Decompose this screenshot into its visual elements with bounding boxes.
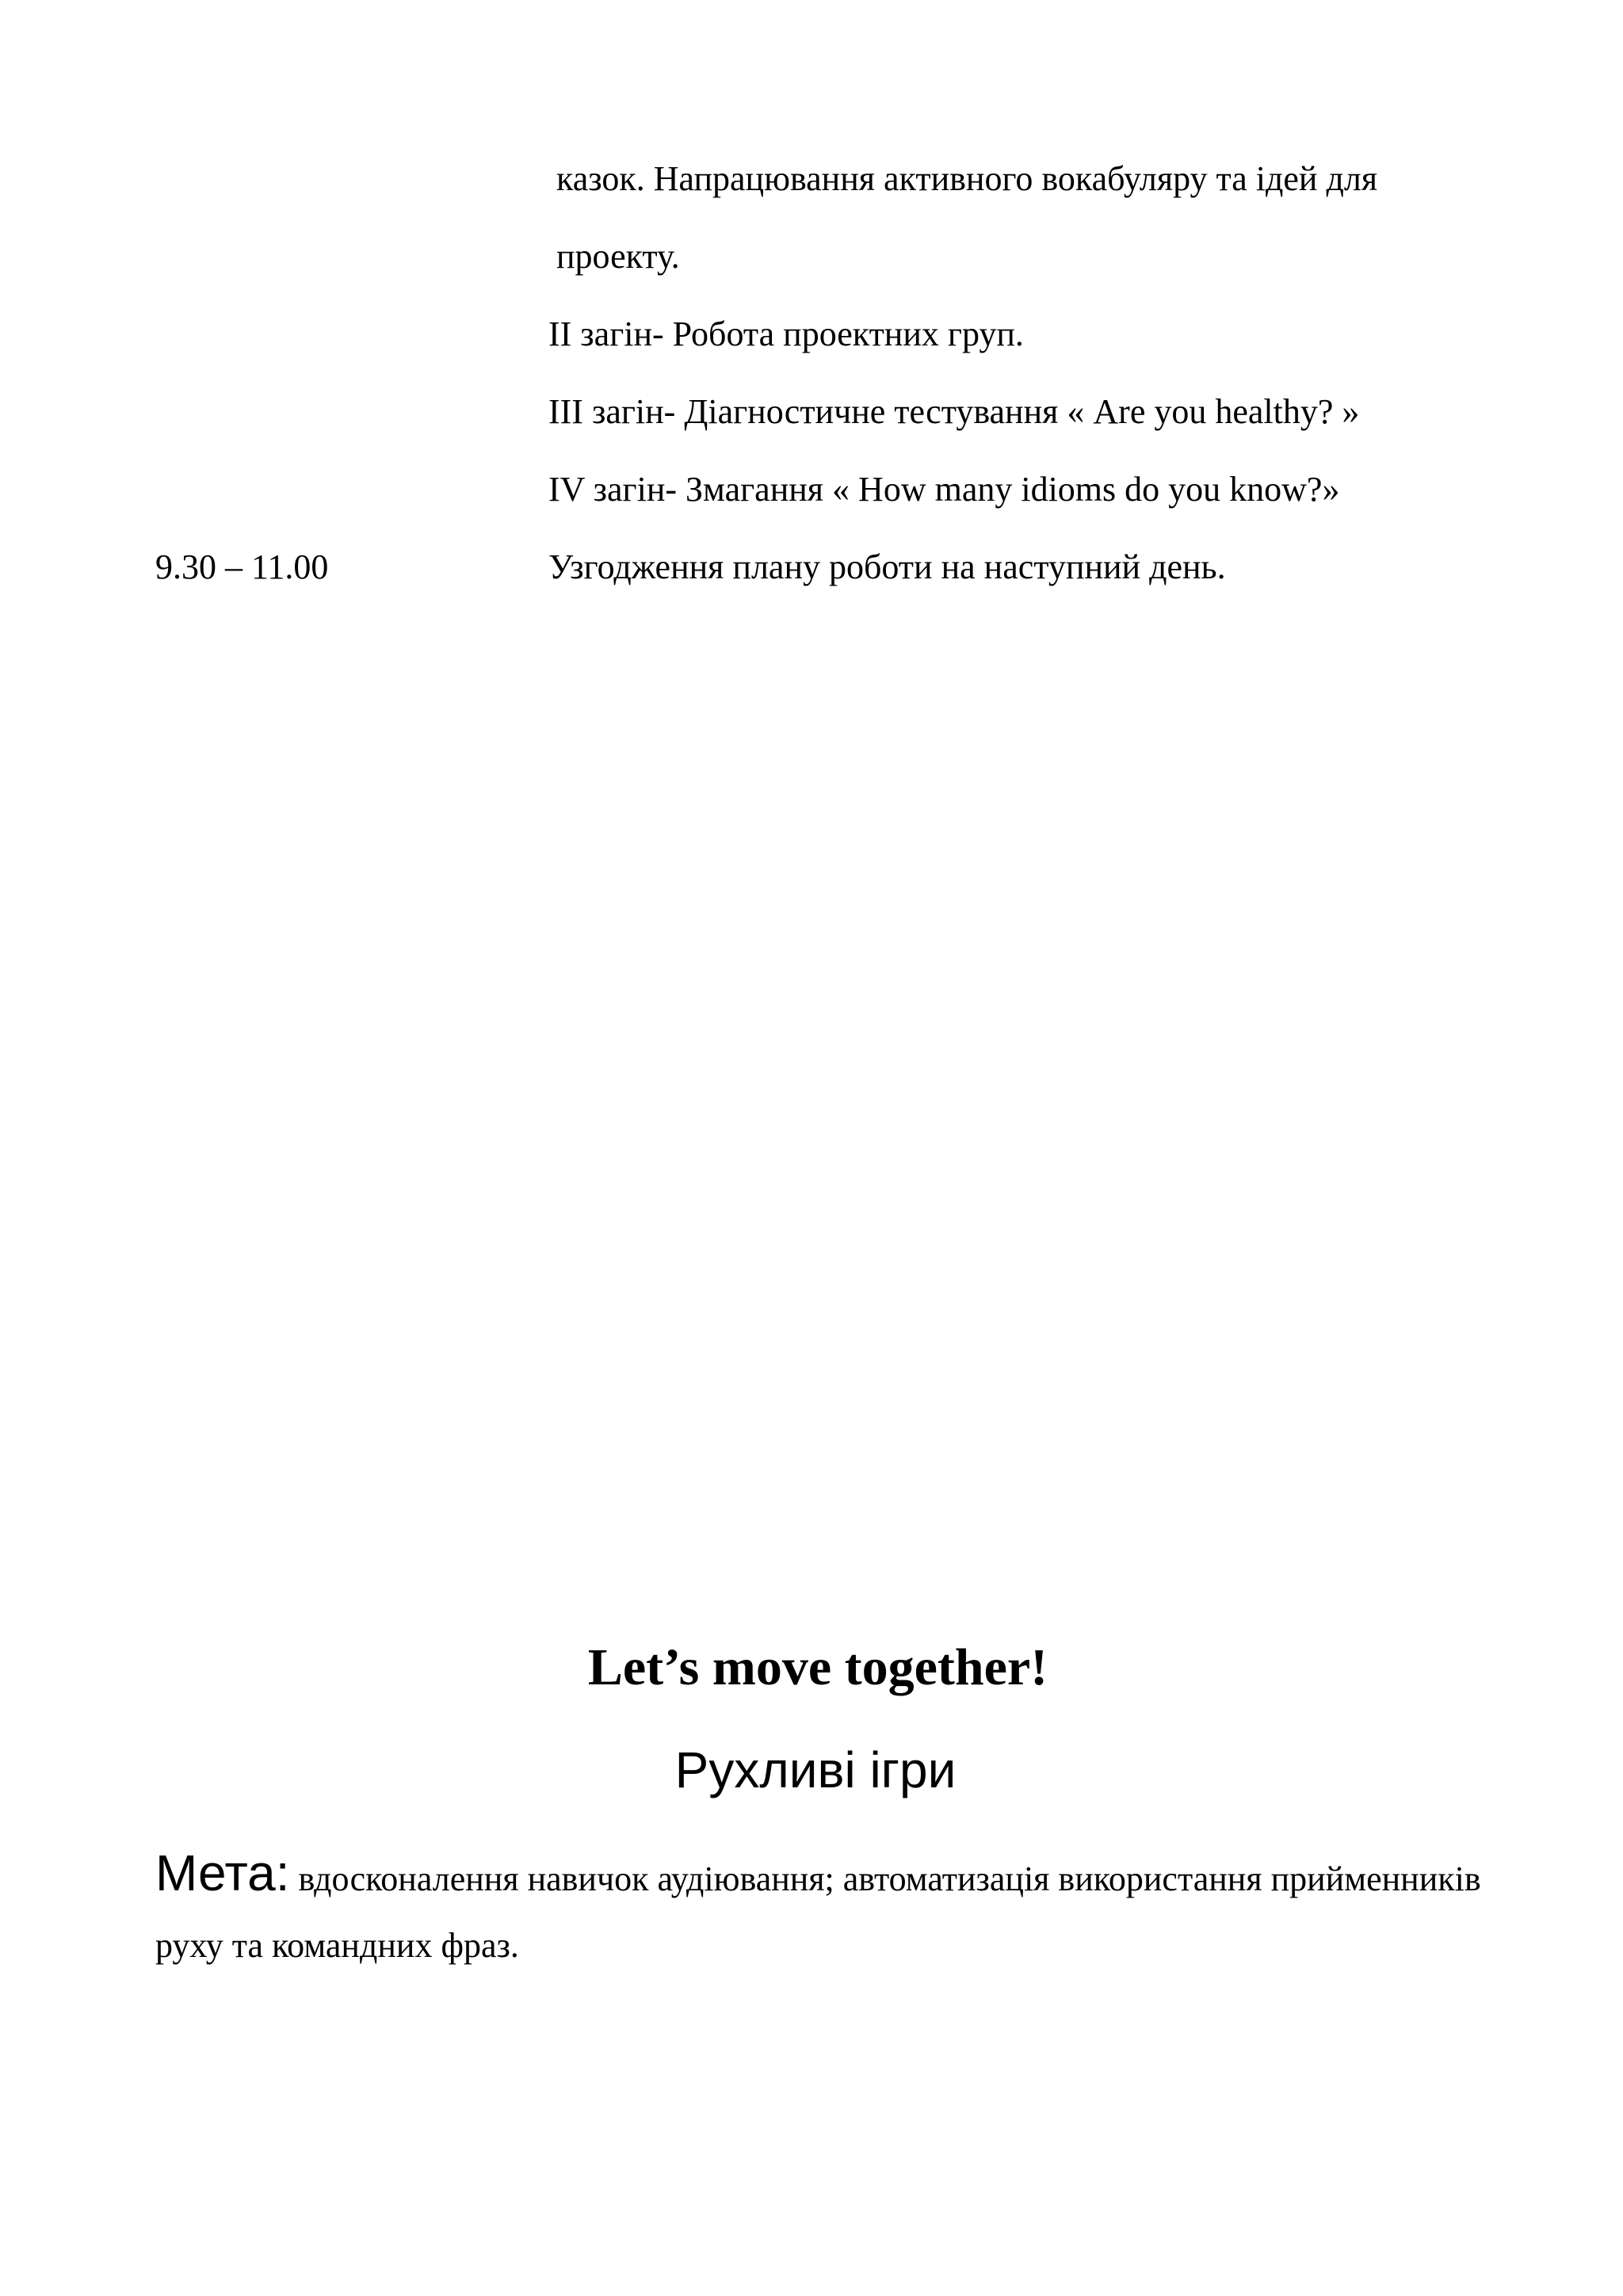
goal-paragraph xyxy=(155,1840,1550,1979)
schedule-continuation-line-2: проекту. xyxy=(556,237,680,276)
section-title: Let’s move together! xyxy=(587,1638,1048,1696)
schedule-continuation-line-1: казок. Напрацювання активного вокабуляру та ідей для xyxy=(556,159,1378,198)
schedule-group-3: ІІІ загін- Діагностичне тестування « Are you healthy? » xyxy=(548,392,1360,431)
goal-label: Мета: xyxy=(155,1844,290,1901)
schedule-time-slot-activity: Узгодження плану роботи на наступний день. xyxy=(548,547,1226,586)
schedule-time-slot: 9.30 – 11.00 xyxy=(155,547,329,586)
schedule-group-2: ІІ загін- Робота проектних груп. xyxy=(548,315,1024,353)
section-subtitle: Рухливі ігри xyxy=(674,1741,957,1798)
goal-text: вдосконалення навичок аудіювання; автоматизація використання прийменників руху та командних фраз. xyxy=(155,1859,1481,1965)
schedule-group-4: IV загін- Змагання « How many idioms do you know?» xyxy=(548,470,1340,509)
